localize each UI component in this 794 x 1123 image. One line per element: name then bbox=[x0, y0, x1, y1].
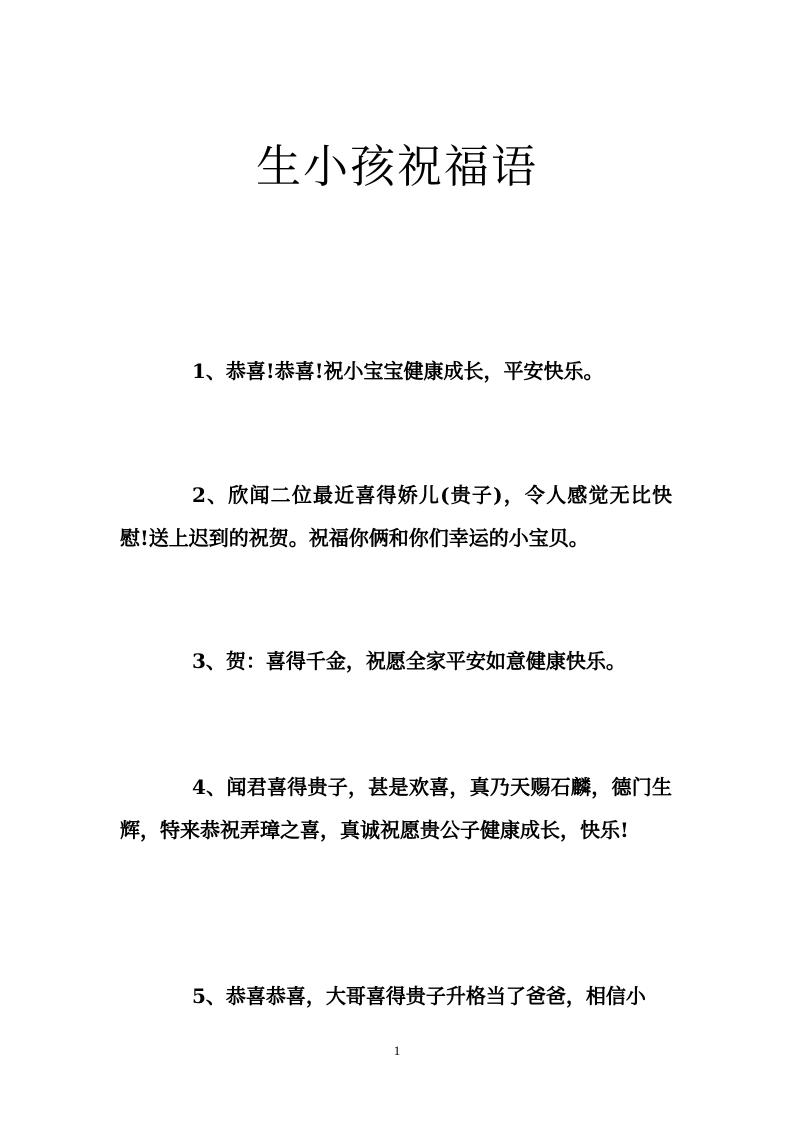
paragraph-5: 5、恭喜恭喜，大哥喜得贵子升格当了爸爸，相信小 bbox=[192, 984, 646, 1008]
paragraph-4: 4、闻君喜得贵子，甚是欢喜，真乃天赐石麟，德门生辉，特来恭祝弄璋之喜，真诚祝愿贵公子健康成长，快乐! bbox=[120, 775, 672, 842]
page-title: 生小孩祝福语 bbox=[255, 140, 538, 193]
paragraph-1: 1、恭喜!恭喜!祝小宝宝健康成长，平安快乐。 bbox=[192, 359, 604, 383]
paragraph-3: 3、贺：喜得千金，祝愿全家平安如意健康快乐。 bbox=[192, 649, 626, 673]
page-number: 1 bbox=[393, 1043, 401, 1058]
paragraph-2: 2、欣闻二位最近喜得娇儿(贵子)，令人感觉无比快慰!送上迟到的祝贺。祝福你俩和你们幸运的小宝贝。 bbox=[120, 483, 672, 550]
